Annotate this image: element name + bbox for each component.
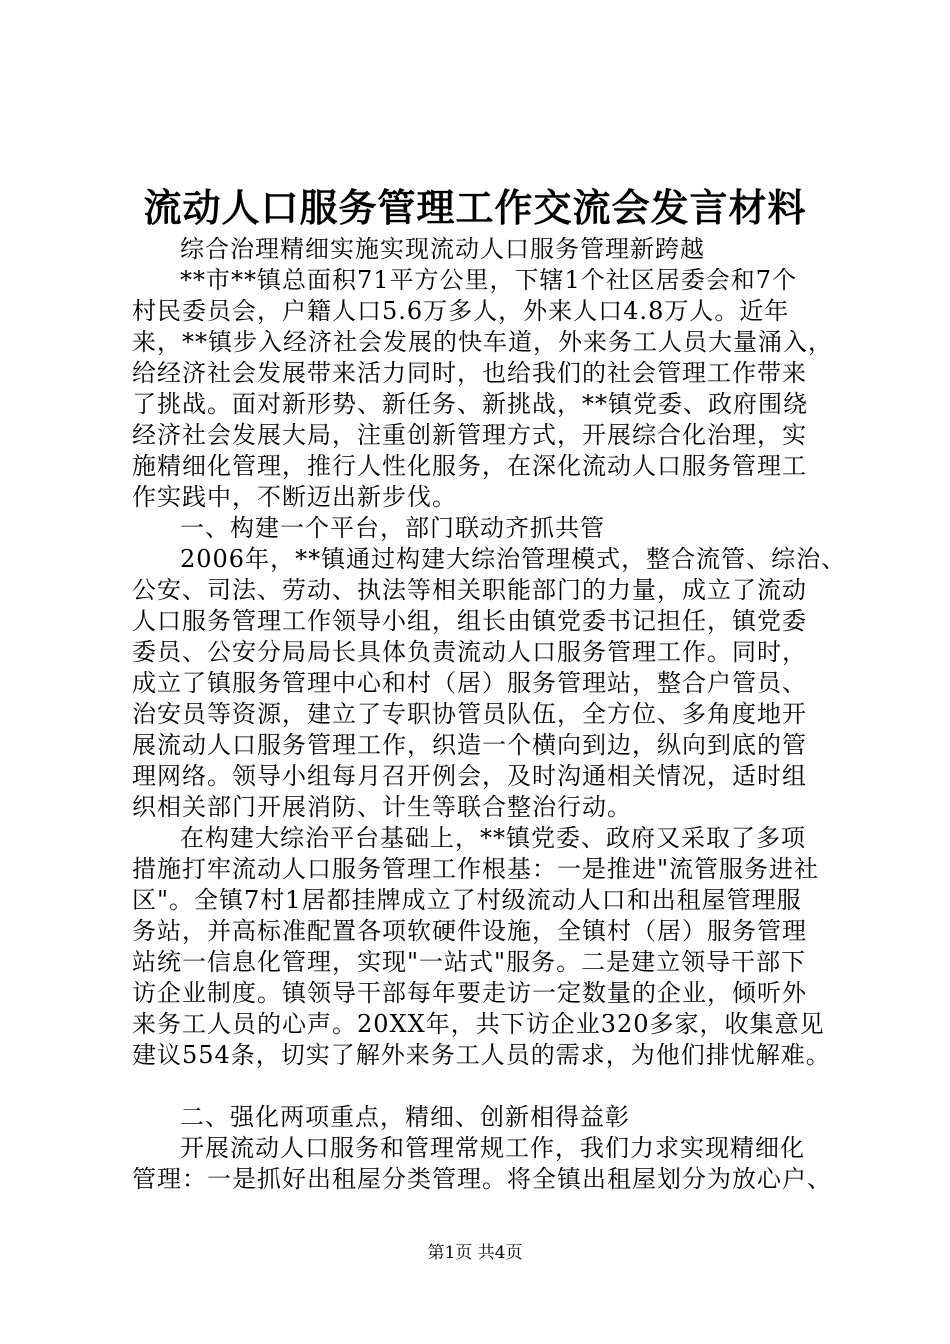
paragraph-line: 管理：一是抓好出租屋分类管理。将全镇出租屋划分为放心户、 — [132, 1165, 832, 1193]
paragraph-line: 委员、公安分局局长具体负责流动人口服务管理工作。同时， — [132, 638, 807, 666]
paragraph-line: 区"。全镇7村1居都挂牌成立了村级流动人口和出租屋管理服 — [132, 886, 802, 914]
paragraph-line: 在构建大综治平台基础上，**镇党委、政府又采取了多项 — [180, 824, 806, 852]
paragraph-line: 村民委员会，户籍人口5.6万多人，外来人口4.8万人。近年 — [132, 297, 790, 325]
paragraph-line: 治安员等资源，建立了专职协管员队伍，全方位、多角度地开 — [132, 700, 807, 728]
paragraph-line: **市**镇总面积71平方公里，下辖1个社区居委会和7个 — [180, 266, 798, 294]
document-title: 流动人口服务管理工作交流会发言材料 — [143, 185, 807, 230]
section-heading: 二、强化两项重点，精细、创新相得益彰 — [180, 1103, 630, 1131]
paragraph-line: 经济社会发展大局，注重创新管理方式，开展综合化治理，实 — [132, 421, 807, 449]
paragraph-line: 来，**镇步入经济社会发展的快车道，外来务工人员大量涌入， — [132, 328, 833, 356]
paragraph-line: 成立了镇服务管理中心和村（居）服务管理站，整合户管员、 — [132, 669, 807, 697]
paragraph-line: 理网络。领导小组每月召开例会，及时沟通相关情况，适时组 — [132, 762, 807, 790]
paragraph-line: 给经济社会发展带来活力同时，也给我们的社会管理工作带来 — [132, 359, 807, 387]
paragraph-line: 展流动人口服务管理工作，织造一个横向到边，纵向到底的管 — [132, 731, 807, 759]
blank-line — [132, 1071, 856, 1102]
paragraph-line: 站统一信息化管理，实现"一站式"服务。二是建立领导干部下 — [132, 948, 807, 976]
paragraph-line: 了挑战。面对新形势、新任务、新挑战，**镇党委、政府围绕 — [132, 390, 808, 418]
paragraph-line: 公安、司法、劳动、执法等相关职能部门的力量，成立了流动 — [132, 576, 807, 604]
paragraph-line: 来务工人员的心声。20XX年，共下访企业320多家，收集意见 — [132, 1010, 825, 1038]
subtitle-line: 综合治理精细实施实现流动人口服务管理新跨越 — [180, 235, 705, 263]
paragraph-line: 开展流动人口服务和管理常规工作，我们力求实现精细化 — [180, 1134, 805, 1162]
section-heading: 一、构建一个平台，部门联动齐抓共管 — [180, 514, 605, 542]
paragraph-line: 措施打牢流动人口服务管理工作根基：一是推进"流管服务进社 — [132, 855, 820, 883]
paragraph-line: 务站，并高标准配置各项软硬件设施，全镇村（居）服务管理 — [132, 917, 807, 945]
paragraph-line: 人口服务管理工作领导小组，组长由镇党委书记担任，镇党委 — [132, 607, 807, 635]
paragraph-line: 2006年，**镇通过构建大综治管理模式，整合流管、综治、 — [180, 545, 847, 573]
paragraph-line: 织相关部门开展消防、计生等联合整治行动。 — [132, 793, 632, 821]
page-footer: 第1页 共4页 — [427, 1243, 523, 1263]
paragraph-line: 施精细化管理，推行人性化服务，在深化流动人口服务管理工 — [132, 452, 807, 480]
paragraph-line: 访企业制度。镇领导干部每年要走访一定数量的企业，倾听外 — [132, 979, 807, 1007]
document-body — [132, 234, 856, 1195]
paragraph-line: 建议554条，切实了解外来务工人员的需求，为他们排忧解难。 — [132, 1041, 831, 1069]
paragraph-line: 作实践中，不断迈出新步伐。 — [132, 483, 457, 511]
